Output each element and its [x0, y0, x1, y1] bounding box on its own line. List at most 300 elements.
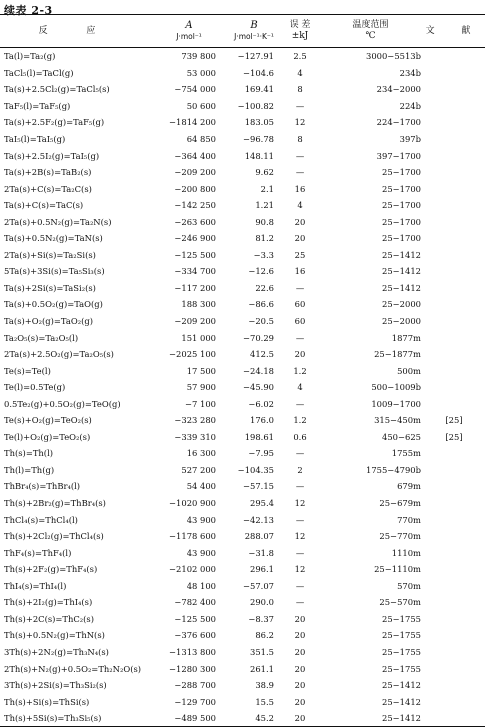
cell-temp-range: 450−625	[382, 431, 421, 442]
cell-temp-range: 1755−4790b	[365, 464, 421, 475]
cell-reference	[423, 296, 485, 313]
cell-temp-range: 25−1877m	[374, 349, 421, 360]
table-row	[0, 48, 485, 65]
cell-reference	[423, 131, 485, 148]
cell-a-value: 53 000	[186, 67, 216, 78]
cell-reaction: 3Th(s)+2N₂(g)=Th₃N₄(s)	[4, 646, 109, 657]
cell-reference	[423, 594, 485, 611]
cell-temp-range: 25−1755	[382, 613, 421, 624]
cell-temp-range: 25−1412	[382, 680, 421, 691]
table-row	[0, 147, 485, 164]
cell-error: 2.5	[293, 51, 307, 62]
cell-b-value: −96.78	[243, 134, 274, 144]
table-row	[0, 213, 485, 230]
cell-temp-range: 25−1412	[382, 266, 421, 277]
cell-b-value: 38.9	[255, 680, 274, 691]
cell-b-value: 45.2	[226, 710, 282, 727]
cell-a-value: 151 000	[181, 332, 216, 343]
cell-reference	[423, 528, 485, 545]
cell-b-value: −70.29	[243, 332, 274, 343]
cell-temp-range: 224b	[399, 100, 421, 111]
cell-reference	[423, 379, 485, 396]
cell-reference	[423, 395, 485, 412]
table-row	[0, 644, 485, 661]
cell-temp-range: 25−2000	[382, 316, 421, 327]
cell-error: 20	[294, 663, 306, 674]
cell-a-value: 527 200	[181, 464, 216, 475]
cell-reference	[423, 611, 485, 628]
cell-reference	[423, 445, 485, 462]
cell-temp-range: 25−1110m	[374, 564, 421, 575]
cell-error: 20	[294, 680, 306, 691]
cell-reference	[423, 495, 485, 512]
table-row	[0, 197, 485, 214]
cell-reference	[423, 48, 485, 65]
cell-error: 16	[294, 266, 306, 277]
cell-reaction: Ta₂O₅(s)=Ta₂O₅(l)	[4, 332, 79, 343]
cell-error: 8	[297, 84, 303, 95]
cell-b-value: −42.13	[243, 514, 274, 525]
table-row	[0, 164, 485, 181]
cell-a-value: −339 310	[174, 431, 216, 442]
cell-temp-range: 500−1009b	[371, 382, 421, 393]
cell-reaction: ThBr₄(s)=ThBr₄(l)	[4, 481, 81, 492]
cell-b-value: 183.05	[244, 117, 274, 128]
cell-a-value: −323 280	[174, 415, 216, 426]
cell-a-value: 43 900	[186, 514, 216, 525]
cell-reaction: 2Th(s)+N₂(g)+0.5O₂=Th₂N₂O(s)	[4, 663, 142, 674]
cell-temp-range: 25−2000	[382, 299, 421, 310]
cell-reaction: Th(s)+Si(s)=ThSi(s)	[4, 696, 90, 707]
table-row	[0, 412, 485, 429]
cell-reaction: Ta(s)+0.5O₂(g)=TaO(g)	[4, 299, 103, 310]
cell-error: —	[295, 150, 305, 161]
cell-temp-range: 234b	[399, 67, 421, 78]
cell-reaction: Ta(s)+C(s)=TaC(s)	[4, 200, 84, 211]
cell-error: —	[295, 597, 305, 608]
cell-a-value: −209 200	[174, 167, 216, 178]
cell-b-value: 1.21	[255, 200, 274, 211]
cell-error: 20	[294, 216, 306, 227]
cell-reaction: Ta(s)+2.5F₂(g)=TaF₅(g)	[4, 117, 105, 128]
cell-b-value: 86.2	[255, 630, 274, 641]
cell-b-value: 22.6	[255, 282, 274, 293]
cell-reaction: 2Ta(s)+Si(s)=Ta₂Si(s)	[4, 249, 96, 260]
cell-temp-range: 234−2000	[376, 84, 421, 95]
cell-b-value: 198.61	[244, 431, 274, 442]
cell-reaction: Ta(s)+2.5I₂(g)=TaI₅(g)	[4, 150, 100, 161]
cell-reference	[423, 627, 485, 644]
cell-temp-range: 679m	[397, 481, 421, 492]
cell-error: 8	[297, 134, 303, 144]
cell-reference	[423, 114, 485, 131]
cell-error: 12	[294, 564, 306, 575]
cell-a-value: 43 900	[186, 547, 216, 558]
cell-error: 1.2	[293, 365, 307, 376]
table-row	[0, 395, 485, 412]
cell-b-value: −57.07	[243, 580, 274, 591]
header-reference: 文 献	[423, 15, 485, 48]
cell-b-value: −31.8	[248, 547, 274, 558]
cell-reference	[423, 578, 485, 595]
cell-error: —	[295, 547, 305, 558]
cell-reaction: Ta(s)+2B(s)=TaB₂(s)	[4, 167, 92, 178]
cell-a-value: −1313 800	[169, 646, 216, 657]
cell-error: 20	[294, 233, 306, 244]
cell-reaction: 3Th(s)+2Si(s)=Th₃Si₂(s)	[4, 680, 107, 691]
cell-temp-range: 25−1700	[382, 183, 421, 194]
cell-b-value: 15.5	[255, 696, 274, 707]
cell-reaction: Th(l)=Th(g)	[4, 464, 55, 475]
cell-reference	[423, 213, 485, 230]
cell-reaction: 2Ta(s)+0.5N₂(g)=Ta₂N(s)	[4, 216, 112, 227]
cell-a-value: 57 900	[186, 382, 216, 393]
cell-reference	[423, 677, 485, 694]
cell-error: —	[295, 580, 305, 591]
table-row	[0, 329, 485, 346]
cell-b-value: 81.2	[255, 233, 274, 244]
table-row	[0, 362, 485, 379]
cell-reference	[423, 329, 485, 346]
cell-reference	[423, 164, 485, 181]
cell-a-value: −125 500	[174, 249, 216, 260]
table-body	[0, 48, 485, 727]
cell-reference	[423, 65, 485, 82]
cell-a-value: −246 900	[174, 233, 216, 244]
cell-reference	[423, 263, 485, 280]
cell-reaction: Th(s)+5Si(s)=Th₃Si₅(s)	[0, 710, 152, 727]
table-row	[0, 131, 485, 148]
cell-temp-range: 315−450m	[374, 415, 421, 426]
cell-reaction: Ta(s)+2Si(s)=TaSi₂(s)	[4, 282, 96, 293]
header-b-unit: J·mol⁻¹·K⁻¹	[234, 32, 274, 41]
cell-b-value: −8.37	[248, 613, 274, 624]
cell-a-value: −209 200	[174, 316, 216, 327]
table-row	[0, 247, 485, 264]
thermo-data-table	[0, 14, 485, 727]
cell-a-value: −1814 200	[169, 117, 216, 128]
cell-reference	[423, 561, 485, 578]
cell-reference	[423, 644, 485, 661]
cell-temp-range: 224−1700	[376, 117, 421, 128]
table-row	[0, 660, 485, 677]
header-error-title: 误 差	[289, 20, 311, 30]
cell-temp-range: 1110m	[391, 547, 421, 558]
table-row	[0, 528, 485, 545]
header-temp-title: 温度范围	[352, 20, 389, 30]
cell-temp-range: 25−1700	[382, 233, 421, 244]
cell-a-value: −1178 600	[169, 531, 216, 542]
cell-reaction: 2Ta(s)+C(s)=Ta₂C(s)	[4, 183, 92, 194]
cell-reaction: ThCl₄(s)=ThCl₄(l)	[4, 514, 78, 525]
cell-a-value: 17 500	[186, 365, 216, 376]
cell-temp-range: 500m	[397, 365, 421, 376]
table-row	[0, 627, 485, 644]
cell-error: —	[295, 100, 305, 111]
cell-reaction: 0.5Te₂(g)+0.5O₂(g)=TeO(g)	[4, 398, 121, 409]
table-row	[0, 462, 485, 479]
cell-reaction: Th(s)+2Br₂(g)=ThBr₄(s)	[4, 498, 106, 509]
cell-error: —	[295, 167, 305, 178]
cell-error: 60	[294, 316, 306, 327]
cell-a-value: −129 700	[174, 696, 216, 707]
cell-b-value: −127.91	[237, 51, 274, 62]
cell-b-value: 288.07	[244, 531, 274, 542]
cell-error: 12	[294, 117, 306, 128]
cell-temp-range: 25−1412	[382, 696, 421, 707]
cell-a-value: −7 100	[185, 398, 216, 409]
cell-error: —	[295, 481, 305, 492]
cell-temp-range: 25−679m	[379, 498, 421, 509]
cell-reference	[423, 230, 485, 247]
header-temp-unit: ℃	[365, 31, 376, 41]
cell-reaction: ThI₄(s)=ThI₄(l)	[4, 580, 67, 591]
cell-reference	[423, 197, 485, 214]
cell-a-value: −334 700	[174, 266, 216, 277]
cell-reaction: TaF₅(l)=TaF₅(g)	[4, 100, 71, 111]
cell-error: 60	[294, 299, 306, 310]
cell-reference	[423, 478, 485, 495]
cell-b-value: 290.0	[250, 597, 274, 608]
cell-a-value: −142 250	[174, 200, 216, 211]
table-row	[0, 429, 485, 446]
cell-reaction: 2Ta(s)+2.5O₂(g)=Ta₂O₅(s)	[4, 349, 114, 360]
cell-error: —	[295, 514, 305, 525]
cell-error: 20	[294, 349, 306, 360]
table-row	[0, 263, 485, 280]
table-caption: 续表 2-3	[4, 4, 53, 17]
cell-reaction: 5Ta(s)+3Si(s)=Ta₅Si₃(s)	[4, 266, 105, 277]
cell-a-value: −1020 900	[169, 498, 216, 509]
table-row	[0, 280, 485, 297]
cell-a-value: −117 200	[174, 282, 216, 293]
table-row	[0, 346, 485, 363]
cell-temp-range: 25−1755	[382, 646, 421, 657]
cell-error: 20	[294, 696, 306, 707]
cell-reference	[423, 462, 485, 479]
cell-b-value: −104.6	[243, 67, 274, 78]
cell-reaction: Th(s)+2F₂(g)=ThF₄(s)	[4, 564, 98, 575]
cell-error: 20	[294, 613, 306, 624]
cell-temp-range: 397b	[399, 134, 421, 144]
cell-temp-range: 770m	[397, 514, 421, 525]
cell-b-value: 261.1	[250, 663, 274, 674]
table-row	[0, 544, 485, 561]
table-header	[0, 15, 485, 48]
cell-a-value: 16 300	[186, 448, 216, 459]
cell-temp-range: 1009−1700	[371, 398, 421, 409]
cell-b-value: 351.5	[250, 646, 274, 657]
cell-error: 20	[282, 710, 318, 727]
cell-reference	[423, 81, 485, 98]
cell-error: 12	[294, 498, 306, 509]
cell-a-value: −2102 000	[169, 564, 216, 575]
table-row	[0, 478, 485, 495]
cell-b-value: 295.4	[250, 498, 274, 509]
cell-temp-range: 25−1755	[382, 663, 421, 674]
cell-a-value: −288 700	[174, 680, 216, 691]
cell-temp-range: 1877m	[391, 332, 421, 343]
table-row	[0, 114, 485, 131]
cell-reaction: Th(s)+2I₂(g)=ThI₄(s)	[4, 597, 93, 608]
cell-reference: [25]	[445, 431, 463, 442]
cell-error: —	[295, 398, 305, 409]
cell-a-value: 50 600	[186, 100, 216, 111]
cell-temp-range: 3000−5513b	[365, 51, 421, 62]
table-row	[0, 594, 485, 611]
header-b-symbol: B	[250, 20, 258, 31]
cell-reaction: Th(s)=Th(l)	[4, 448, 54, 459]
cell-a-value: −125 500	[174, 613, 216, 624]
cell-b-value: 176.0	[250, 415, 274, 426]
cell-error: 4	[297, 382, 303, 393]
cell-b-value: 169.41	[244, 84, 274, 95]
table-row	[0, 578, 485, 595]
cell-error: 4	[297, 67, 303, 78]
cell-error: 2	[297, 464, 303, 475]
header-row	[0, 15, 485, 48]
cell-a-value: −200 800	[174, 183, 216, 194]
cell-reaction: Ta(s)+O₂(g)=TaO₂(g)	[4, 316, 93, 327]
cell-temp-range: 1755m	[391, 448, 421, 459]
cell-reaction: TaCl₅(l)=TaCl(g)	[4, 67, 74, 78]
cell-error: 0.6	[293, 431, 307, 442]
cell-temp-range: 25−1755	[382, 630, 421, 641]
cell-reaction: Te(s)+O₂(g)=TeO₂(s)	[4, 415, 92, 426]
cell-reference	[423, 693, 485, 710]
cell-reference	[423, 511, 485, 528]
cell-a-value: −263 600	[174, 216, 216, 227]
cell-reference	[423, 710, 485, 727]
cell-b-value: −12.6	[248, 266, 274, 277]
table-row	[0, 677, 485, 694]
cell-a-value: −1280 300	[169, 663, 216, 674]
cell-error: 25	[294, 249, 306, 260]
cell-reference	[423, 313, 485, 330]
cell-a-value: −364 400	[174, 150, 216, 161]
cell-b-value: −57.15	[243, 481, 274, 492]
cell-temp-range: 25−1700	[382, 200, 421, 211]
header-error-unit: ±kJ	[291, 31, 309, 41]
table-row	[0, 296, 485, 313]
cell-b-value: −7.95	[248, 448, 274, 459]
cell-a-value: 188 300	[181, 299, 216, 310]
header-a-symbol: A	[185, 20, 193, 31]
cell-error: 16	[294, 183, 306, 194]
cell-b-value: 412.5	[250, 349, 274, 360]
header-error	[282, 15, 318, 48]
cell-temp-range: 25−1700	[382, 216, 421, 227]
cell-reference	[423, 544, 485, 561]
cell-a-value: −782 400	[174, 597, 216, 608]
cell-b-value: 148.11	[244, 150, 274, 161]
cell-reaction: Te(l)=0.5Te(g)	[4, 382, 66, 393]
cell-reference: [25]	[445, 415, 463, 426]
table-row	[0, 81, 485, 98]
cell-b-value: 2.1	[260, 183, 274, 194]
cell-a-value: −376 600	[174, 630, 216, 641]
cell-reaction: TaI₅(l)=TaI₅(g)	[4, 134, 66, 144]
cell-reference	[423, 346, 485, 363]
cell-b-value: 90.8	[255, 216, 274, 227]
cell-reference	[423, 98, 485, 115]
cell-reaction: Th(s)+2C(s)=ThC₂(s)	[4, 613, 94, 624]
header-a	[152, 15, 226, 48]
table-row	[0, 230, 485, 247]
cell-error: 20	[294, 646, 306, 657]
cell-reaction: ThF₄(s)=ThF₄(l)	[4, 547, 72, 558]
cell-b-value: −6.02	[248, 398, 274, 409]
cell-reference	[423, 660, 485, 677]
table-row	[0, 379, 485, 396]
cell-reference	[423, 362, 485, 379]
cell-error: 4	[297, 200, 303, 211]
cell-temp-range: 25−1412	[382, 282, 421, 293]
cell-temp-range: 25−570m	[379, 597, 421, 608]
table-row	[0, 65, 485, 82]
cell-error: 12	[294, 531, 306, 542]
cell-b-value: −20.5	[248, 316, 274, 327]
cell-a-value: 64 850	[186, 134, 216, 144]
header-temp	[318, 15, 423, 48]
cell-b-value: −100.82	[237, 100, 274, 111]
table-row	[0, 611, 485, 628]
cell-reference	[423, 247, 485, 264]
cell-reaction: Te(s)=Te(l)	[4, 365, 51, 376]
cell-error: —	[295, 282, 305, 293]
table-row	[0, 495, 485, 512]
cell-error: 20	[294, 630, 306, 641]
cell-a-value: 48 100	[186, 580, 216, 591]
cell-b-value: 296.1	[250, 564, 274, 575]
cell-reference	[423, 147, 485, 164]
cell-b-value: −104.35	[237, 464, 274, 475]
table-row	[0, 511, 485, 528]
cell-a-value: 54 400	[186, 481, 216, 492]
cell-temp-range: 25−1700	[382, 167, 421, 178]
cell-reaction: Ta(s)+0.5N₂(g)=TaN(s)	[4, 233, 103, 244]
table-row	[0, 180, 485, 197]
table-row	[0, 445, 485, 462]
cell-reference	[423, 180, 485, 197]
cell-b-value: 9.62	[255, 167, 274, 178]
cell-reference	[423, 280, 485, 297]
cell-a-value: −489 500	[152, 710, 226, 727]
table-row	[0, 561, 485, 578]
cell-b-value: −24.18	[243, 365, 274, 376]
cell-b-value: −86.6	[248, 299, 274, 310]
header-b	[226, 15, 282, 48]
cell-a-value: 739 800	[181, 51, 216, 62]
cell-a-value: −754 000	[174, 84, 216, 95]
header-reaction: 反 应	[0, 15, 152, 48]
table-row	[0, 710, 485, 727]
cell-temp-range: 570m	[397, 580, 421, 591]
cell-error: —	[295, 448, 305, 459]
cell-reaction: Ta(l)=Ta₂(g)	[4, 51, 56, 62]
cell-reaction: Th(s)+2Cl₂(g)=ThCl₄(s)	[4, 531, 104, 542]
table-row	[0, 693, 485, 710]
cell-temp-range: 25−1412	[382, 249, 421, 260]
cell-reaction: Ta(s)+2.5Cl₂(g)=TaCl₅(s)	[4, 84, 110, 95]
cell-a-value: −2025 100	[169, 349, 216, 360]
table-row	[0, 98, 485, 115]
cell-temp-range: 25−1412	[318, 710, 423, 727]
cell-b-value: −45.90	[243, 382, 274, 393]
cell-temp-range: 397−1700	[376, 150, 421, 161]
header-a-unit: J·mol⁻¹	[176, 32, 202, 41]
cell-temp-range: 25−770m	[379, 531, 421, 542]
